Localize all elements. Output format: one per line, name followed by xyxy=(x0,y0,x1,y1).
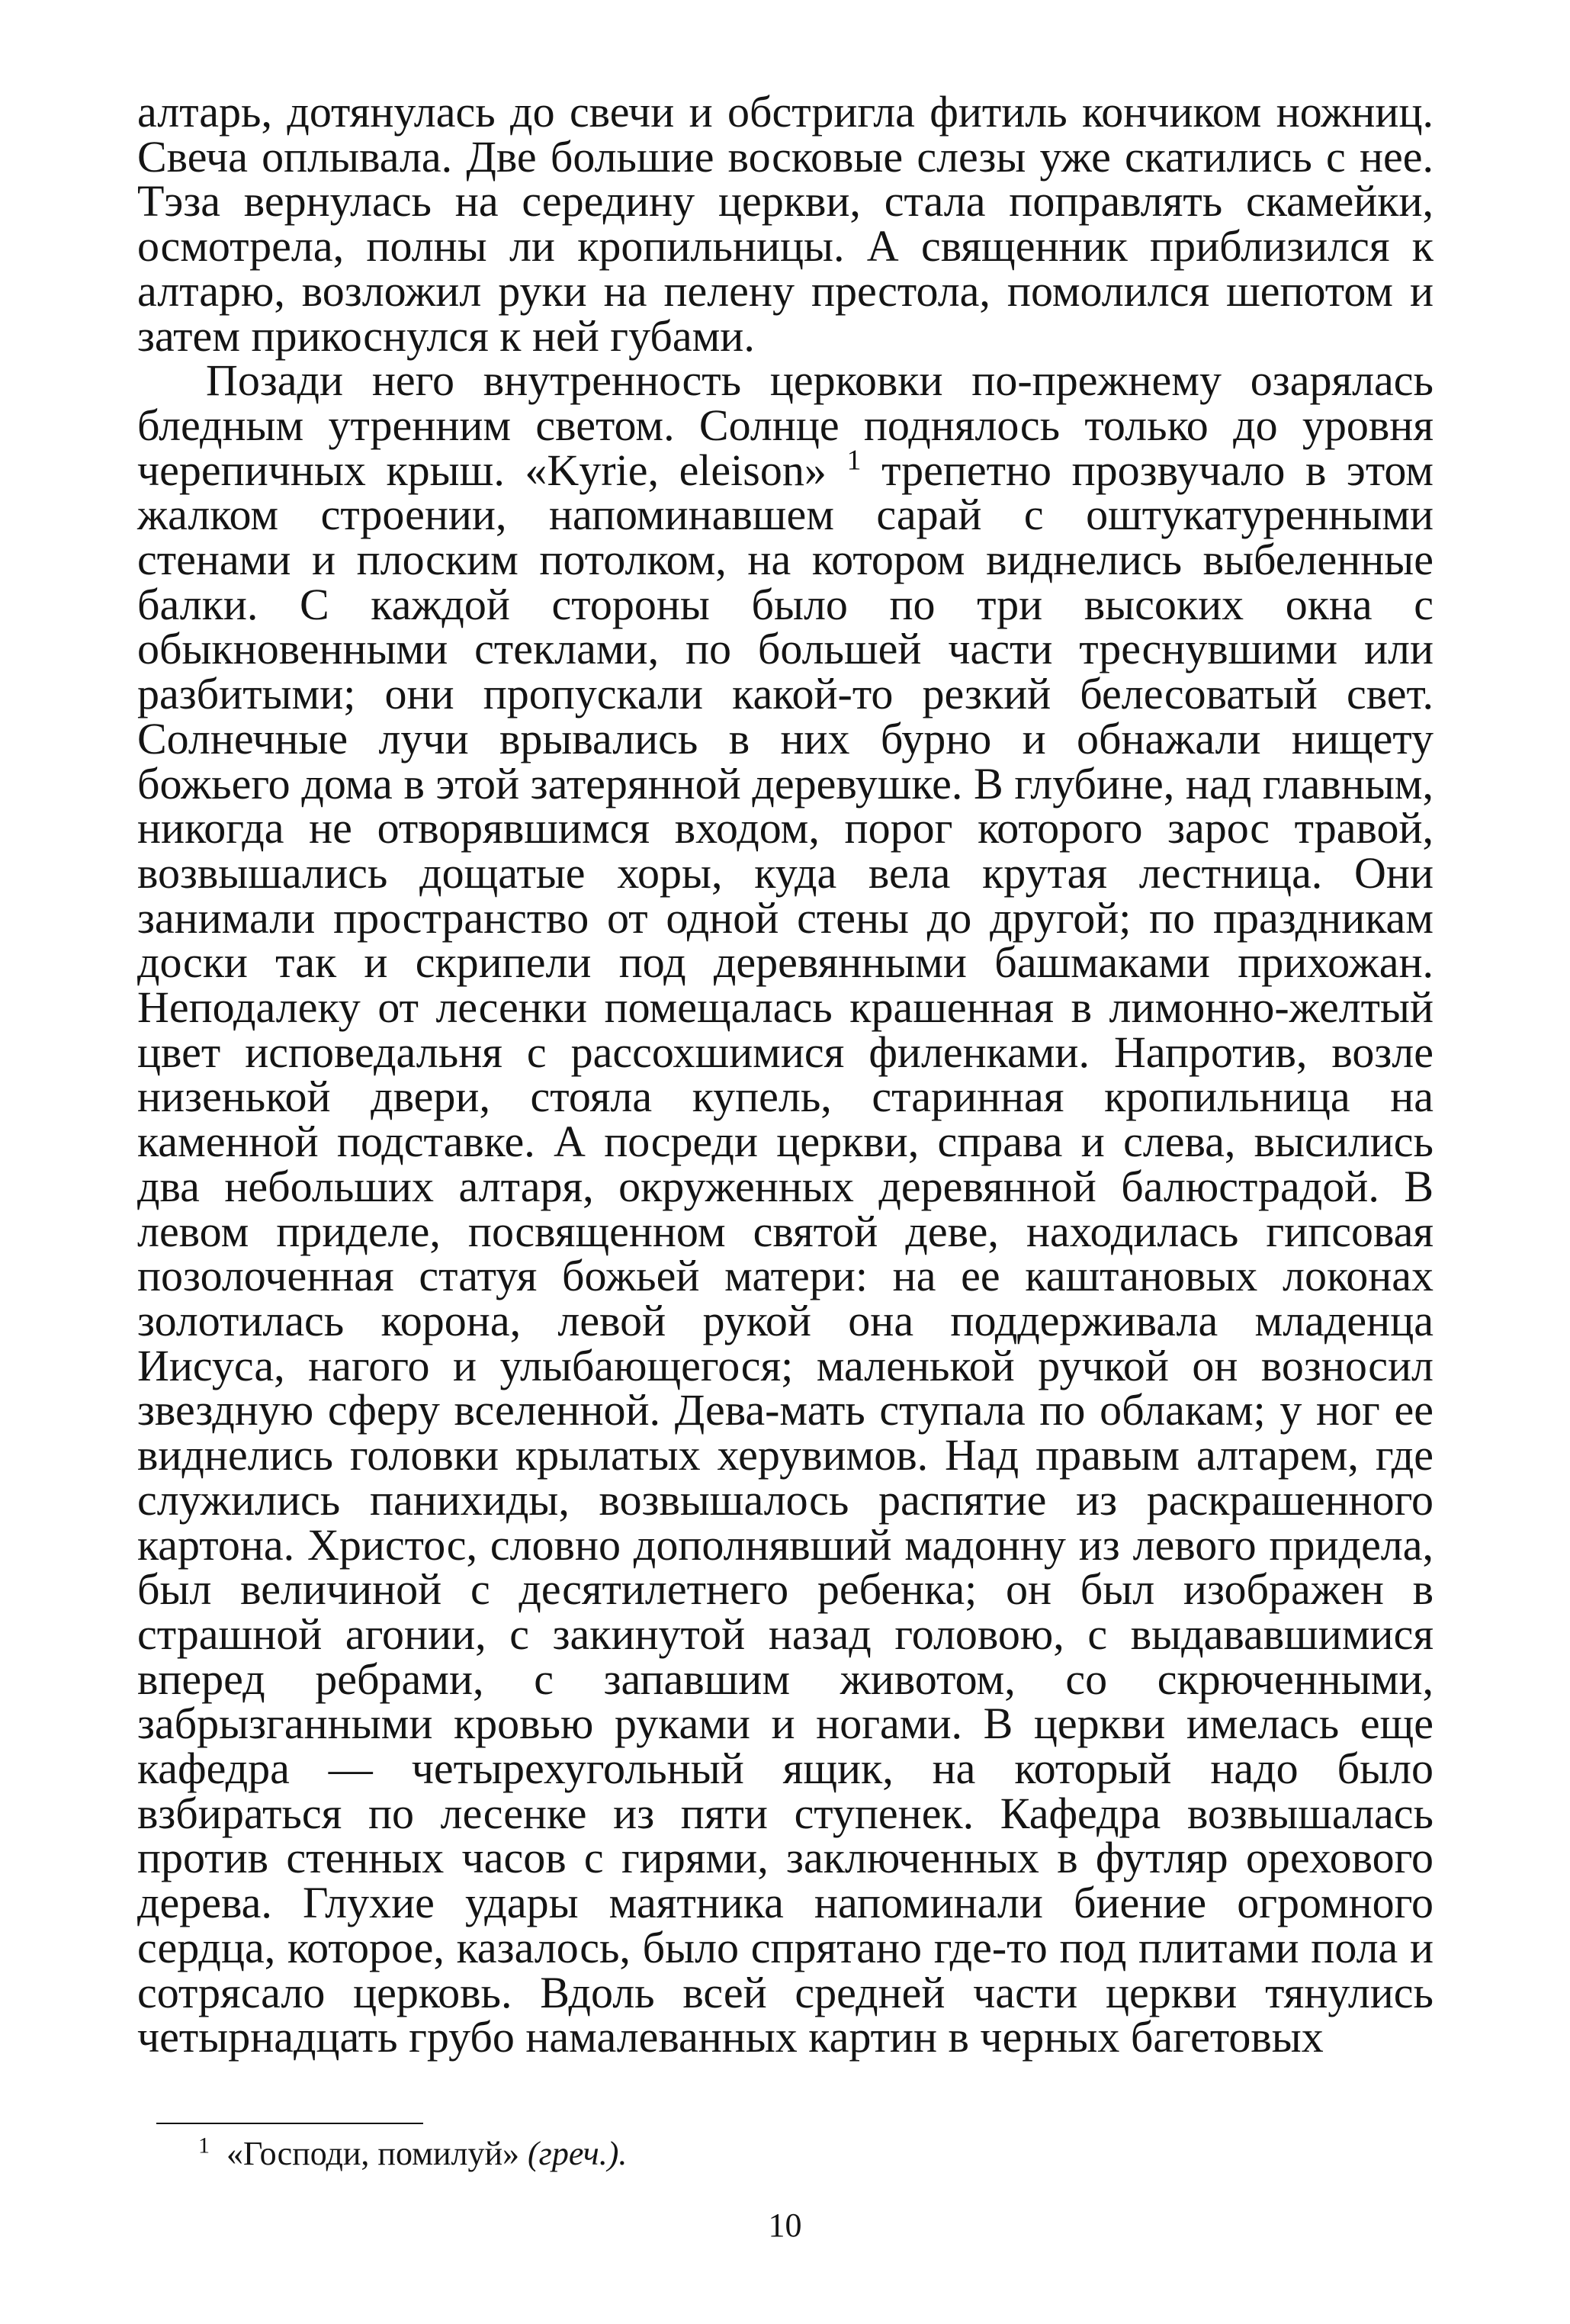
footnote-language-note: (греч.). xyxy=(528,2135,628,2172)
paragraph-2 xyxy=(137,355,1434,2062)
paragraph-2-body: трепетно прозвучало в этом жалком строении, напоминавшем сарай с оштукатуренными стенами и плоским потолком, на котором виднелись выбеленные балки. С каждой стороны было по три высоких окна с обыкновенными стеклами, по большей части треснувшими или разбитыми; они пропускали какой-то резкий белесоватый свет. Солнечные лучи врывались в них бурно и обнажали нищету божьего дома в этой затерянной деревушке. В глубине, над главным, никогда не отворявшимся входом, порог которого зарос травой, возвышались дощатые хоры, куда вела крутая лестница. Они занимали пространство от одной стены до другой; по праздникам доски так и скрипели под деревянными башмаками прихожан. Неподалеку от лесенки помещалась крашенная в лимонно-желтый цвет исповедальня с рассохшимися филенками. Напротив, возле низенькой двери, стояла купель, старинная кропильница на каменной подставке. А посреди церкви, справа и слева, высились два небольших алтаря, окруженных деревянной балюстрадой. В левом приделе, посвященном святой деве, находилась гипсовая позолоченная статуя божьей матери: на ее каштановых локонах золотилась корона, левой рукой она поддерживала младенца Иисуса, нагого и улыбающегося; маленькой ручкой он возносил звездную сферу вселенной. Дева-мать ступала по облакам; у ног ее виднелись головки крылатых херувимов. Над правым алтарем, где служились панихиды, возвышалось распятие из раскрашенного картона. Христос, словно дополнявший мадонну из левого придела, был величиной с десятилетнего ребенка; он был изображен в страшной агонии, с закинутой назад головою, с выдававшимися вперед ребрами, с запавшим животом, со скрюченными, забрызганными кровью руками и ногами. В церкви имелась еще кафедра — четырехугольный ящик, на который надо было взбираться по лесенке из пяти ступенек. Кафедра возвышалась против стенных часов с гирями, заключенных в футляр орехового дерева. Глухие удары маятника напоминали биение огромного сердца, которое, казалось, было спрятано где-то под плитами пола и сотрясало церковь. Вдоль всей средней части церкви тянулись четырнадцать грубо намалеванных картин в черных багетовых xyxy=(137,445,1434,2062)
main-text xyxy=(137,87,1434,2062)
page-number: 10 xyxy=(768,2207,802,2244)
paragraph-1: алтарь, дотянулась до свечи и обстригла фитиль кончиком ножниц. Свеча оплывала. Две большие восковые слезы уже скатились с нее. Тэза вернулась на середину церкви, стала поправлять скамейки, осмотрела, полны ли кропильницы. А священник приблизился к алтарю, возложил руки на пелену престола, помолился шепотом и затем прикоснулся к ней губами. xyxy=(137,87,1434,361)
footnote-text: «Господи, помилуй» xyxy=(226,2135,520,2172)
footnote-reference: 1 xyxy=(846,444,862,477)
paragraph-2-lead: Позади него внутренность церковки по-прежнему озарялась бледным утренним светом. Солнце поднялось только до уровня черепичных крыш. «Kyrie, eleison» xyxy=(137,355,1434,495)
footnote xyxy=(198,2134,627,2174)
footnote-divider xyxy=(156,2123,423,2124)
footnote-marker: 1 xyxy=(198,2133,210,2158)
